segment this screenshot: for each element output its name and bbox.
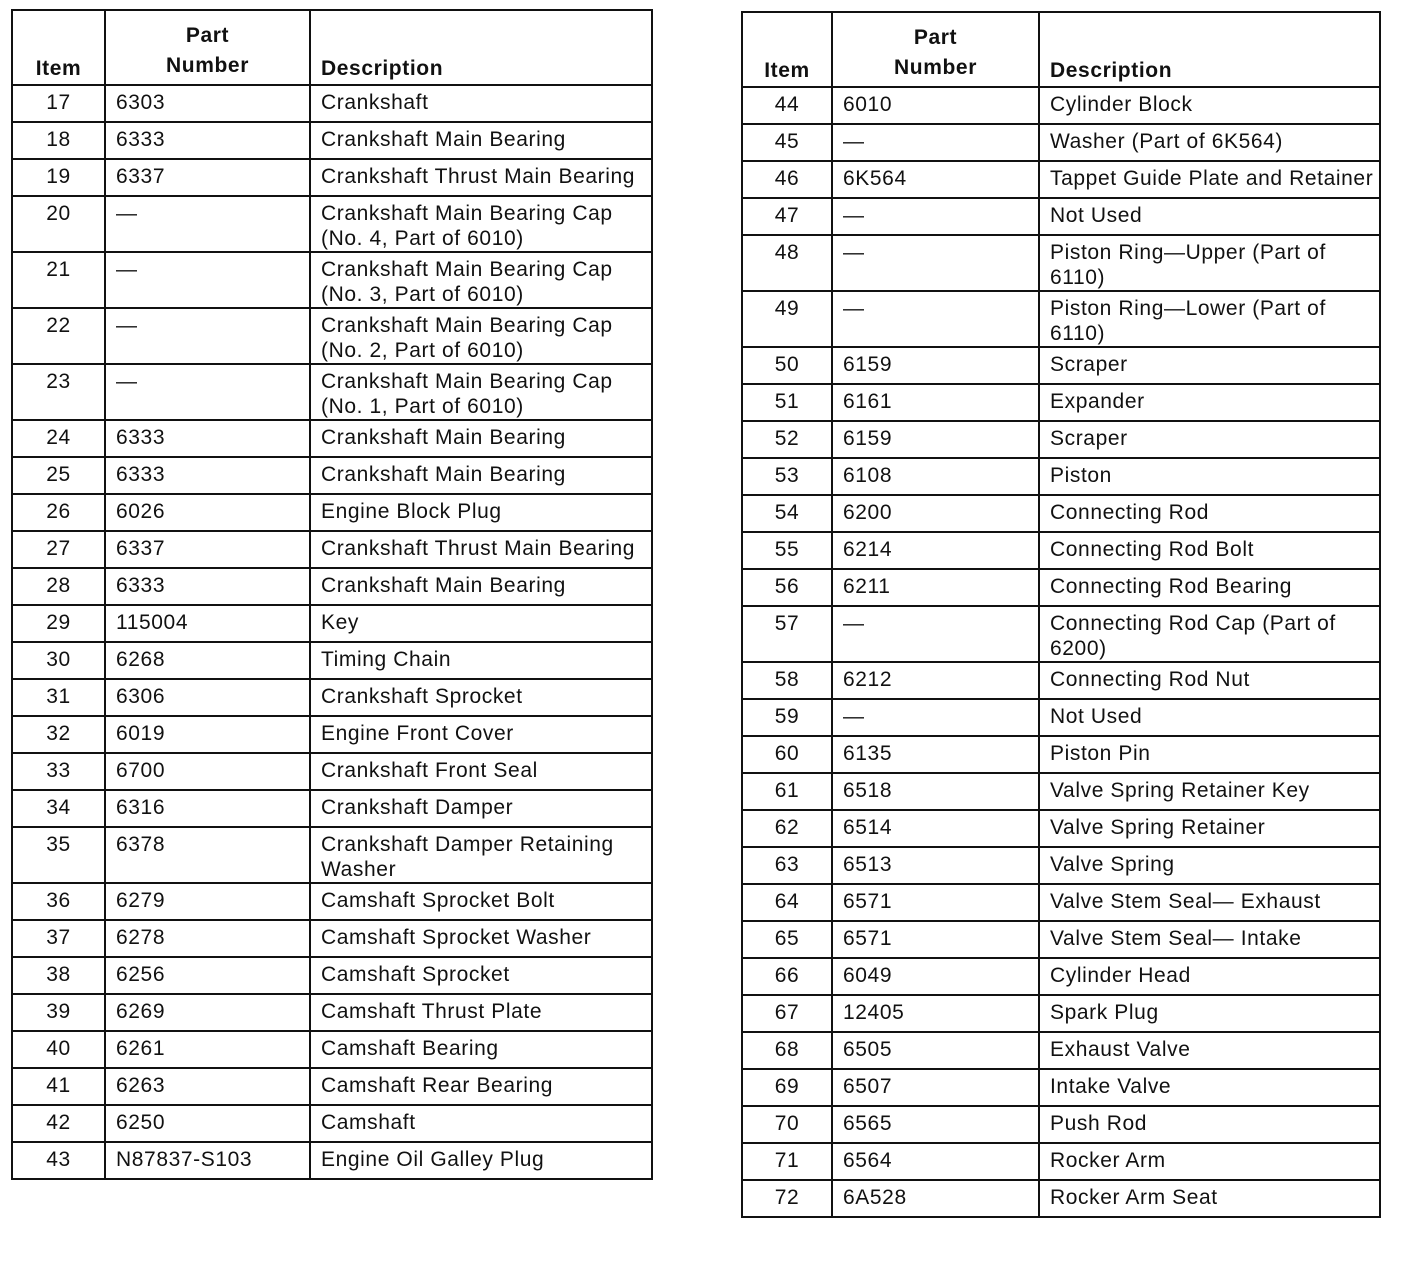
part-number-cell: — [105, 252, 310, 308]
part-number-cell: 6K564 [832, 161, 1039, 198]
description-cell: Crankshaft [310, 85, 652, 122]
description-cell: Push Rod [1039, 1106, 1380, 1143]
description-cell: Crankshaft Main Bearing Cap (No. 2, Part of 6010) [310, 308, 652, 364]
description-cell: Engine Front Cover [310, 716, 652, 753]
item-cell: 47 [742, 198, 832, 235]
part-number-cell: 6571 [832, 884, 1039, 921]
part-header-line1: Part [913, 26, 958, 49]
description-cell: Camshaft Sprocket Washer [310, 920, 652, 957]
item-cell: 28 [12, 568, 105, 605]
part-number-cell: — [832, 291, 1039, 347]
description-cell: Exhaust Valve [1039, 1032, 1380, 1069]
item-cell: 63 [742, 847, 832, 884]
table-row [12, 1068, 652, 1105]
description-cell: Rocker Arm Seat [1039, 1180, 1380, 1217]
description-cell: Scraper [1039, 421, 1380, 458]
part-number-header [105, 10, 310, 85]
part-number-cell: 115004 [105, 605, 310, 642]
table-row [12, 1031, 652, 1068]
part-number-cell: 6159 [832, 347, 1039, 384]
table-row [742, 847, 1380, 884]
part-number-cell: 6263 [105, 1068, 310, 1105]
description-cell: Crankshaft Thrust Main Bearing [310, 159, 652, 196]
item-cell: 45 [742, 124, 832, 161]
table-row [742, 161, 1380, 198]
item-cell: 54 [742, 495, 832, 532]
part-number-cell: 6514 [832, 810, 1039, 847]
table-row [742, 699, 1380, 736]
table-row [12, 494, 652, 531]
part-header-line2: Number [166, 54, 249, 77]
description-cell: Crankshaft Front Seal [310, 753, 652, 790]
description-cell: Connecting Rod Nut [1039, 662, 1380, 699]
table-row [12, 568, 652, 605]
part-number-header [832, 12, 1039, 87]
description-cell: Piston Ring—Upper (Part of 6110) [1039, 235, 1380, 291]
table-row [742, 384, 1380, 421]
part-number-cell: 6211 [832, 569, 1039, 606]
item-cell: 50 [742, 347, 832, 384]
item-cell: 69 [742, 1069, 832, 1106]
table-row [742, 810, 1380, 847]
part-number-cell: 6159 [832, 421, 1039, 458]
description-cell: Cylinder Head [1039, 958, 1380, 995]
item-cell: 44 [742, 87, 832, 124]
description-cell: Engine Oil Galley Plug [310, 1142, 652, 1179]
item-cell: 34 [12, 790, 105, 827]
table-row [742, 1032, 1380, 1069]
table-row [742, 736, 1380, 773]
description-cell: Crankshaft Main Bearing [310, 457, 652, 494]
description-cell: Crankshaft Thrust Main Bearing [310, 531, 652, 568]
part-number-cell: 6505 [832, 1032, 1039, 1069]
part-number-cell: 6337 [105, 531, 310, 568]
table-row [742, 291, 1380, 347]
item-cell: 72 [742, 1180, 832, 1217]
description-cell: Camshaft Sprocket [310, 957, 652, 994]
part-number-cell: 6212 [832, 662, 1039, 699]
description-cell: Connecting Rod [1039, 495, 1380, 532]
item-cell: 22 [12, 308, 105, 364]
table-row [12, 252, 652, 308]
description-cell: Rocker Arm [1039, 1143, 1380, 1180]
description-cell: Crankshaft Main Bearing Cap (No. 3, Part of 6010) [310, 252, 652, 308]
description-cell: Expander [1039, 384, 1380, 421]
table-row [12, 1105, 652, 1142]
table-row [742, 1143, 1380, 1180]
table-row [12, 679, 652, 716]
table-row [742, 569, 1380, 606]
item-cell: 38 [12, 957, 105, 994]
description-cell: Camshaft Rear Bearing [310, 1068, 652, 1105]
parts-table-left-body [12, 85, 652, 1179]
item-cell: 52 [742, 421, 832, 458]
table-row [742, 958, 1380, 995]
item-cell: 25 [12, 457, 105, 494]
description-cell: Crankshaft Main Bearing Cap (No. 1, Part of 6010) [310, 364, 652, 420]
item-cell: 46 [742, 161, 832, 198]
item-cell: 17 [12, 85, 105, 122]
item-cell: 68 [742, 1032, 832, 1069]
parts-table-right-body [742, 87, 1380, 1217]
table-row [742, 235, 1380, 291]
table-row [12, 753, 652, 790]
part-number-cell: 6108 [832, 458, 1039, 495]
item-cell: 60 [742, 736, 832, 773]
item-cell: 33 [12, 753, 105, 790]
description-cell: Crankshaft Main Bearing [310, 420, 652, 457]
table-row [742, 124, 1380, 161]
item-cell: 41 [12, 1068, 105, 1105]
item-cell: 42 [12, 1105, 105, 1142]
table-row [12, 994, 652, 1031]
part-number-cell: 6564 [832, 1143, 1039, 1180]
part-number-cell: — [105, 308, 310, 364]
description-header: Description [310, 10, 652, 85]
part-number-cell: 6518 [832, 773, 1039, 810]
part-number-cell: 6565 [832, 1106, 1039, 1143]
description-cell: Connecting Rod Bearing [1039, 569, 1380, 606]
description-cell: Piston Ring—Lower (Part of 6110) [1039, 291, 1380, 347]
part-number-cell: 6269 [105, 994, 310, 1031]
table-row [12, 364, 652, 420]
description-cell: Tappet Guide Plate and Retainer [1039, 161, 1380, 198]
part-number-cell: 6214 [832, 532, 1039, 569]
part-number-cell: 6306 [105, 679, 310, 716]
table-row [742, 198, 1380, 235]
item-cell: 35 [12, 827, 105, 883]
item-cell: 56 [742, 569, 832, 606]
table-row [12, 420, 652, 457]
parts-table-left [11, 9, 653, 1180]
part-number-cell: — [832, 124, 1039, 161]
part-number-cell: 6513 [832, 847, 1039, 884]
item-cell: 36 [12, 883, 105, 920]
table-row [12, 308, 652, 364]
part-number-cell: 12405 [832, 995, 1039, 1032]
part-number-cell: 6507 [832, 1069, 1039, 1106]
item-cell: 18 [12, 122, 105, 159]
part-number-cell: — [832, 606, 1039, 662]
part-number-cell: 6571 [832, 921, 1039, 958]
item-cell: 57 [742, 606, 832, 662]
table-row [12, 531, 652, 568]
table-row [742, 495, 1380, 532]
item-cell: 48 [742, 235, 832, 291]
part-number-cell: 6135 [832, 736, 1039, 773]
item-cell: 43 [12, 1142, 105, 1179]
item-cell: 70 [742, 1106, 832, 1143]
part-number-cell: 6250 [105, 1105, 310, 1142]
description-cell: Timing Chain [310, 642, 652, 679]
item-header: Item [742, 12, 832, 87]
description-cell: Connecting Rod Bolt [1039, 532, 1380, 569]
table-row [742, 458, 1380, 495]
table-row [742, 1180, 1380, 1217]
part-number-cell: 6316 [105, 790, 310, 827]
item-cell: 39 [12, 994, 105, 1031]
item-cell: 61 [742, 773, 832, 810]
part-number-cell: 6A528 [832, 1180, 1039, 1217]
table-row [12, 85, 652, 122]
table-row [12, 827, 652, 883]
table-row [12, 196, 652, 252]
description-cell: Engine Block Plug [310, 494, 652, 531]
description-cell: Not Used [1039, 699, 1380, 736]
description-cell: Connecting Rod Cap (Part of 6200) [1039, 606, 1380, 662]
table-row [12, 883, 652, 920]
item-cell: 71 [742, 1143, 832, 1180]
table-row [12, 122, 652, 159]
part-number-cell: 6161 [832, 384, 1039, 421]
table-row [742, 995, 1380, 1032]
item-cell: 65 [742, 921, 832, 958]
item-cell: 24 [12, 420, 105, 457]
part-number-cell: 6333 [105, 122, 310, 159]
part-number-cell: N87837-S103 [105, 1142, 310, 1179]
table-row [742, 1106, 1380, 1143]
part-number-cell: 6333 [105, 420, 310, 457]
description-cell: Valve Spring Retainer [1039, 810, 1380, 847]
description-cell: Washer (Part of 6K564) [1039, 124, 1380, 161]
description-cell: Key [310, 605, 652, 642]
table-row [12, 605, 652, 642]
item-header: Item [12, 10, 105, 85]
table-row [12, 790, 652, 827]
description-cell: Crankshaft Sprocket [310, 679, 652, 716]
description-cell: Spark Plug [1039, 995, 1380, 1032]
part-number-cell: — [105, 364, 310, 420]
item-cell: 20 [12, 196, 105, 252]
description-cell: Valve Stem Seal— Exhaust [1039, 884, 1380, 921]
item-cell: 64 [742, 884, 832, 921]
part-number-cell: 6278 [105, 920, 310, 957]
description-cell: Camshaft Sprocket Bolt [310, 883, 652, 920]
table-row [742, 421, 1380, 458]
table-row [12, 457, 652, 494]
description-cell: Valve Stem Seal— Intake [1039, 921, 1380, 958]
part-number-cell: 6279 [105, 883, 310, 920]
part-number-cell: 6049 [832, 958, 1039, 995]
table-row [12, 716, 652, 753]
item-cell: 53 [742, 458, 832, 495]
part-number-cell: 6303 [105, 85, 310, 122]
table-row [742, 662, 1380, 699]
table-row [742, 87, 1380, 124]
table-row [742, 884, 1380, 921]
parts-table-right [741, 11, 1381, 1218]
part-header-line2: Number [894, 56, 977, 79]
part-number-cell: 6337 [105, 159, 310, 196]
table-row [742, 347, 1380, 384]
description-cell: Camshaft Thrust Plate [310, 994, 652, 1031]
item-cell: 51 [742, 384, 832, 421]
description-cell: Crankshaft Main Bearing Cap (No. 4, Part of 6010) [310, 196, 652, 252]
header-row [12, 10, 652, 85]
part-number-cell: — [832, 699, 1039, 736]
item-cell: 23 [12, 364, 105, 420]
item-cell: 30 [12, 642, 105, 679]
part-header-line1: Part [185, 24, 230, 47]
table-row [742, 921, 1380, 958]
description-cell: Camshaft [310, 1105, 652, 1142]
item-cell: 59 [742, 699, 832, 736]
part-number-cell: 6261 [105, 1031, 310, 1068]
item-cell: 67 [742, 995, 832, 1032]
description-cell: Piston Pin [1039, 736, 1380, 773]
description-cell: Scraper [1039, 347, 1380, 384]
description-cell: Crankshaft Main Bearing [310, 568, 652, 605]
part-number-cell: 6268 [105, 642, 310, 679]
table-row [12, 159, 652, 196]
item-cell: 40 [12, 1031, 105, 1068]
table-row [12, 957, 652, 994]
table-row [742, 773, 1380, 810]
table-row [12, 642, 652, 679]
table-row [742, 1069, 1380, 1106]
item-cell: 31 [12, 679, 105, 716]
header-row [742, 12, 1380, 87]
description-cell: Valve Spring [1039, 847, 1380, 884]
description-cell: Crankshaft Damper [310, 790, 652, 827]
item-cell: 55 [742, 532, 832, 569]
part-number-cell: — [832, 235, 1039, 291]
part-number-cell: 6200 [832, 495, 1039, 532]
item-cell: 66 [742, 958, 832, 995]
item-cell: 27 [12, 531, 105, 568]
description-cell: Crankshaft Main Bearing [310, 122, 652, 159]
table-row [12, 1142, 652, 1179]
item-cell: 21 [12, 252, 105, 308]
part-number-cell: 6026 [105, 494, 310, 531]
description-cell: Intake Valve [1039, 1069, 1380, 1106]
item-cell: 26 [12, 494, 105, 531]
item-cell: 19 [12, 159, 105, 196]
part-number-cell: 6333 [105, 568, 310, 605]
description-cell: Not Used [1039, 198, 1380, 235]
description-cell: Cylinder Block [1039, 87, 1380, 124]
table-row [12, 920, 652, 957]
part-number-cell: 6010 [832, 87, 1039, 124]
table-row [742, 606, 1380, 662]
part-number-cell: — [105, 196, 310, 252]
item-cell: 29 [12, 605, 105, 642]
description-cell: Piston [1039, 458, 1380, 495]
item-cell: 62 [742, 810, 832, 847]
part-number-cell: 6700 [105, 753, 310, 790]
item-cell: 37 [12, 920, 105, 957]
description-header: Description [1039, 12, 1380, 87]
description-cell: Valve Spring Retainer Key [1039, 773, 1380, 810]
description-cell: Camshaft Bearing [310, 1031, 652, 1068]
part-number-cell: 6333 [105, 457, 310, 494]
item-cell: 32 [12, 716, 105, 753]
part-number-cell: 6378 [105, 827, 310, 883]
item-cell: 58 [742, 662, 832, 699]
table-row [742, 532, 1380, 569]
description-cell: Crankshaft Damper Retaining Washer [310, 827, 652, 883]
part-number-cell: 6019 [105, 716, 310, 753]
item-cell: 49 [742, 291, 832, 347]
part-number-cell: — [832, 198, 1039, 235]
part-number-cell: 6256 [105, 957, 310, 994]
